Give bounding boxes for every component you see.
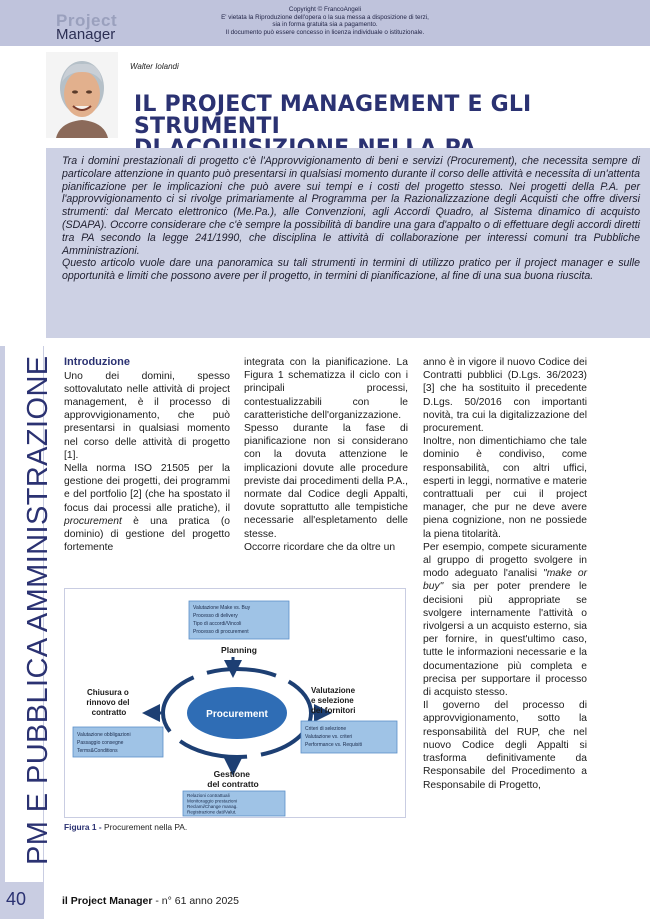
chiusura-item: Valutazione obbligazioni xyxy=(77,732,131,738)
emphasis: procurement xyxy=(64,515,122,527)
paragraph: Occorre ricordare che da oltre un xyxy=(244,541,396,553)
text-run: sia per poter prendere le decisioni più appropriate se svolgere internamente l'attività o rivolgersi a un acquisto esterno, sia per fornire, in quest'ultimo caso, tutte le informazioni necessarie e la documentazione più completa e precisa per supportare il processo di acquisto stesso. xyxy=(423,581,587,699)
footer-text xyxy=(62,895,239,907)
svg-text:Valutazione e selezione xyxy=(311,686,357,715)
svg-text:Chiusura o rinnovo del xyxy=(86,688,131,717)
paragraph xyxy=(423,541,587,699)
title-line: IL PROJECT MANAGEMENT E GLI STRUMENTI xyxy=(134,92,532,139)
valutazione-label: dei fornitori xyxy=(311,706,356,715)
gestione-label: del contratto xyxy=(207,779,259,789)
paragraph: Il governo del processo di approvvigionamento, sotto la responsabilità del RUP, che nel nuovo Codice degli Appalti si trasforma definitivamente da Responsabile del Procedimento a Responsabile di Progetto, xyxy=(423,700,587,791)
abstract-paragraph: Questo articolo vuole dare una panoramica su tali strumenti in termini di utilizzo pratico per il project manager e sulle opportunità e limiti che possono avere per il progetto, in termini di pianificazione, al fine di una sua buona riuscita. xyxy=(62,257,640,283)
planning-label: Planning xyxy=(221,645,257,655)
planning-item: Valutazione Make vs. Buy xyxy=(193,605,251,611)
copyright-line: Il documento può essere concesso in licenza individuale o istituzionale. xyxy=(225,28,425,36)
paragraph: Inoltre, non dimentichiamo che tale dominio è condiviso, come responsabilità, con altri uffici, esperti in leggi, normative e materie contrattuali per cui il project manager, che pur ne deve avere piena cognizione, non ne possiede la piena titolarità. xyxy=(423,436,587,540)
author-photo xyxy=(46,52,118,138)
caption-label: Figura 1 - xyxy=(64,822,102,832)
chiusura-item: Passaggio consegne xyxy=(77,740,124,746)
issue-info: - n° 61 anno 2025 xyxy=(152,895,239,907)
text-run: Nella norma ISO 21505 per la gestione dei progetti, dei programmi e del portfolio [2] (che ha spostato il focus dai processi alle pratiche), il xyxy=(64,462,230,514)
abstract-box xyxy=(46,148,650,338)
logo-line1: Project xyxy=(56,11,118,30)
valutazione-label: e selezione xyxy=(311,696,354,705)
chiusura-item: Terms&Conditions xyxy=(77,748,118,754)
author-portrait-icon xyxy=(46,52,118,138)
svg-text:Gestione del contratto xyxy=(207,769,258,789)
valutazione-item: Criteri di selezione xyxy=(305,726,347,732)
copyright-line: sia in forma gratuita sia a pagamento. xyxy=(272,21,378,29)
emphasis: "make or buy" xyxy=(423,568,587,593)
procurement-label: Procurement xyxy=(206,709,268,720)
page-number: 40 xyxy=(6,889,27,909)
abstract-paragraph: Tra i domini prestazionali di progetto c'è l'Approvvigionamento di beni e servizi (Procurement), che necessita sempre di particolare attenzione in quanto può presentarsi in qualsiasi momento durante il corso delle attività e necessita di un'attenta pianificazione per le implicazioni che può avere sui tempi e i costi del progetto stesso. Nei progetti della P.A. per l'approvvigionamento ci si rivolge primariamente al Programma per la Razionalizzazione degli Acquisti che offre diversi strumenti: dal Mercato elettronico (Me.Pa.), alle Convenzioni, agli Accordi Quadro, al Sistema dinamico di acquisto (SDAPA). Occorre considerare che c'è sempre la possibilità di bandire una gara d'appalto o di effettuare degli accordi diretti tra PA secondo la legge 241/1990, che disciplina le attività di collaborazione per interessi comuni tra Pubbliche Amministrazioni. xyxy=(62,155,640,257)
copyright-notice xyxy=(200,6,450,36)
procurement-figure xyxy=(64,588,406,818)
copyright-line: E' vietata la Riproduzione dell'opera o la sua messa a disposizione di terzi, xyxy=(221,13,429,21)
chiusura-label: contratto xyxy=(91,708,127,717)
magazine-name: il Project Manager xyxy=(62,895,153,907)
gestione-label: Gestione xyxy=(213,769,250,779)
chiusura-label: rinnovo del xyxy=(86,698,130,707)
valutazione-item: Valutazione vs. criteri xyxy=(305,734,353,740)
paragraph xyxy=(64,462,230,554)
text-run: è una pratica (o dominio) di gestione del progetto fortemente xyxy=(64,515,230,554)
figure-caption xyxy=(64,822,187,832)
section-heading: Introduzione xyxy=(64,356,130,368)
planning-item: Processo di delivery xyxy=(193,613,238,619)
section-side-label: PM E PUBBLICA AMMINISTRAZIONE xyxy=(22,355,54,865)
gestione-item: Registrazione dati/Valut. xyxy=(187,809,237,815)
copyright-line: Copyright © FrancoAngeli xyxy=(288,6,362,13)
procurement-diagram xyxy=(65,589,405,817)
planning-item: Tipo di accordi/Vincoli xyxy=(193,621,242,627)
caption-text: Procurement nella PA. xyxy=(101,822,188,832)
paragraph: Spesso durante la fase di pianificazione non si considerano con la dovuta attenzione le implicazioni dovute alle procedure previste dai procedimenti della P.A., normate dal Codice degli Appalti, dovute soprattutto alle tempistiche necessarie all'espletamento delle stesse. xyxy=(244,423,408,540)
chiusura-label: Chiusura o xyxy=(86,688,129,697)
logo-line2: Manager xyxy=(56,26,116,43)
magazine-logo xyxy=(56,12,117,42)
author-name: Walter Iolandi xyxy=(130,62,179,71)
text-run: Per esempio, compete sicuramente al gruppo di progetto svolgere in modo adeguato l'analisi xyxy=(423,541,587,580)
text-column-2 xyxy=(244,356,408,554)
text-column-1 xyxy=(64,356,230,554)
valutazione-label: Valutazione xyxy=(311,686,356,695)
planning-item: Processo di procurement xyxy=(193,629,249,635)
gestione-item: Reclami/Change manag. xyxy=(187,804,238,809)
valutazione-item: Performance vs. Requisiti xyxy=(305,742,362,748)
paragraph: integrata con la pianificazione. La Figura 1 schematizza il ciclo con i principali processi, contestualizzabili con le caratteristiche dell'organizzazione. xyxy=(244,357,408,421)
gestione-item: Relazioni contrattuali xyxy=(187,793,230,798)
gestione-item: Monitoraggio prestazioni xyxy=(187,798,238,804)
text-column-3 xyxy=(423,356,587,792)
paragraph: anno è in vigore il nuovo Codice dei Contratti pubblici (D.Lgs. 36/2023) [3] che ha sostituito il precedente D.Lgs. 50/2016 con importanti novità, tra cui la digitalizzazione del procurement. xyxy=(423,357,587,435)
paragraph: Uno dei domini, spesso sottovalutato nelle attività di project management, è il processo di approvvigionamento, che può presentarsi in qualsiasi momento nel corso delle attività di progetto [1]. xyxy=(64,370,230,461)
